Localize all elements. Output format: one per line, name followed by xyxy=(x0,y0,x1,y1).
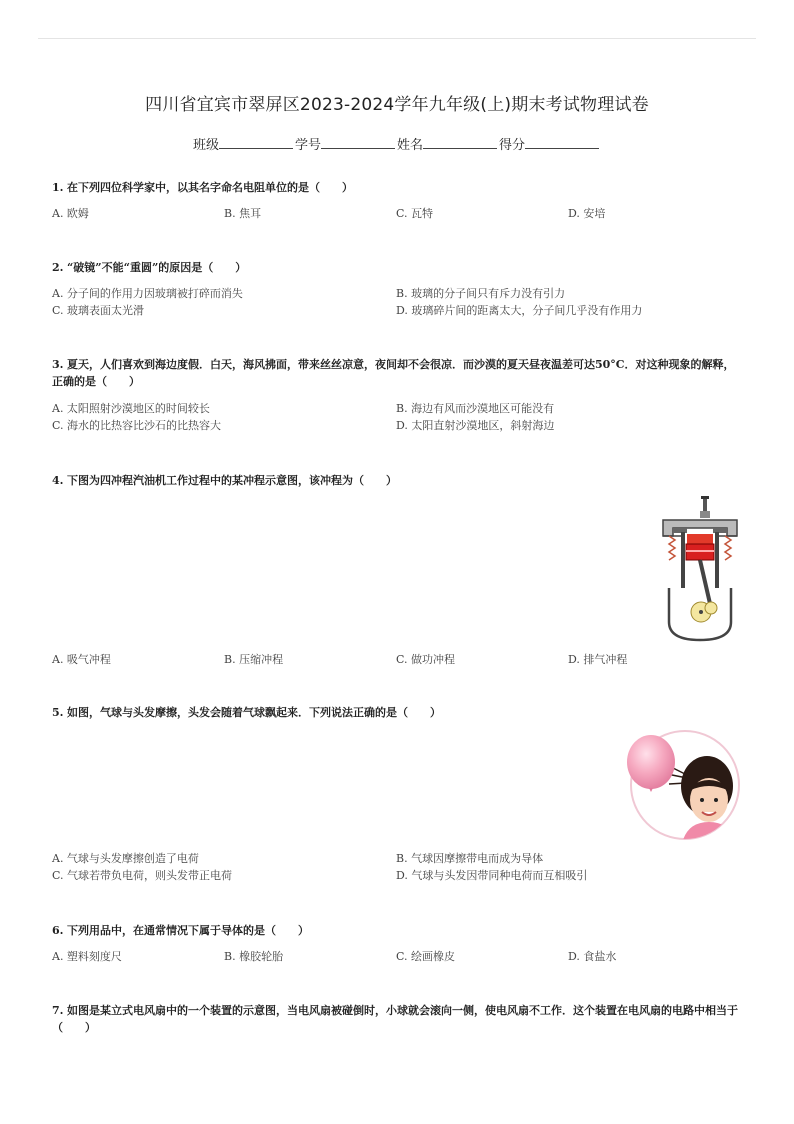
question-2: 2. “破镜”不能“重圆”的原因是（ ） xyxy=(52,261,247,274)
option-b[interactable]: B. 海边有风而沙漠地区可能没有 xyxy=(396,402,555,415)
page-title: 四川省宜宾市翠屏区2023-2024学年九年级(上)期末考试物理试卷 xyxy=(145,95,649,115)
option-b[interactable]: B. 压缩冲程 xyxy=(224,653,284,666)
score-blank[interactable] xyxy=(525,136,599,149)
option-a[interactable]: A. 欧姆 xyxy=(52,207,89,220)
header-rule xyxy=(38,38,756,39)
option-c[interactable]: C. 海水的比热容比沙石的比热容大 xyxy=(52,419,222,432)
option-b[interactable]: B. 玻璃的分子间只有斥力没有引力 xyxy=(396,287,566,300)
option-d[interactable]: D. 安培 xyxy=(568,207,606,220)
info-class: 班级 xyxy=(193,134,295,153)
option-d[interactable]: D. 排气冲程 xyxy=(568,653,628,666)
info-score: 得分 xyxy=(499,134,601,153)
question-6: 6. 下列用品中，在通常情况下属于导体的是（ ） xyxy=(52,924,309,937)
option-c[interactable]: C. 玻璃表面太光滑 xyxy=(52,304,145,317)
option-b[interactable]: B. 气球因摩擦带电而成为导体 xyxy=(396,852,544,865)
class-blank[interactable] xyxy=(219,136,293,149)
balloon-hair-photo xyxy=(625,728,743,840)
option-c[interactable]: C. 做功冲程 xyxy=(396,653,456,666)
engine-stroke-diagram xyxy=(655,494,745,642)
option-d[interactable]: D. 太阳直射沙漠地区，斜射海边 xyxy=(396,419,555,432)
option-a[interactable]: A. 气球与头发摩擦创造了电荷 xyxy=(52,852,199,865)
option-c[interactable]: C. 气球若带负电荷，则头发带正电荷 xyxy=(52,869,233,882)
option-a[interactable]: A. 太阳照射沙漠地区的时间较长 xyxy=(52,402,210,415)
info-name: 姓名 xyxy=(397,134,499,153)
question-1: 1. 在下列四位科学家中，以其名字命名电阻单位的是（ ） xyxy=(52,181,353,194)
question-4: 4. 下图为四冲程汽油机工作过程中的某冲程示意图，该冲程为（ ） xyxy=(52,474,397,487)
question-5: 5. 如图，气球与头发摩擦，头发会随着气球飘起来．下列说法正确的是（ ） xyxy=(52,706,441,719)
option-d[interactable]: D. 气球与头发因带同种电荷而互相吸引 xyxy=(396,869,588,882)
option-c[interactable]: C. 瓦特 xyxy=(396,207,434,220)
name-blank[interactable] xyxy=(423,136,497,149)
info-number: 学号 xyxy=(295,134,397,153)
number-blank[interactable] xyxy=(321,136,395,149)
option-d[interactable]: D. 食盐水 xyxy=(568,950,617,963)
option-b[interactable]: B. 焦耳 xyxy=(224,207,262,220)
option-d[interactable]: D. 玻璃碎片间的距离太大，分子间几乎没有作用力 xyxy=(396,304,643,317)
question-7: 7. 如图是某立式电风扇中的一个装置的示意图，当电风扇被碰倒时，小球就会滚向一侧，使电风扇不工作．这个装置在电风扇的电路中相当于（ ） xyxy=(52,1004,738,1034)
option-a[interactable]: A. 吸气冲程 xyxy=(52,653,111,666)
option-a[interactable]: A. 分子间的作用力因玻璃被打碎而消失 xyxy=(52,287,243,300)
option-a[interactable]: A. 塑料刻度尺 xyxy=(52,950,122,963)
student-info-row xyxy=(0,134,794,153)
question-3: 3. 夏天，人们喜欢到海边度假．白天，海风拂面，带来丝丝凉意，夜间却不会很凉．而沙漠的夏天昼夜温差可达50°C．对这种现象的解释，正确的是（ ） xyxy=(52,358,735,388)
option-c[interactable]: C. 绘画橡皮 xyxy=(396,950,456,963)
option-b[interactable]: B. 橡胶轮胎 xyxy=(224,950,284,963)
